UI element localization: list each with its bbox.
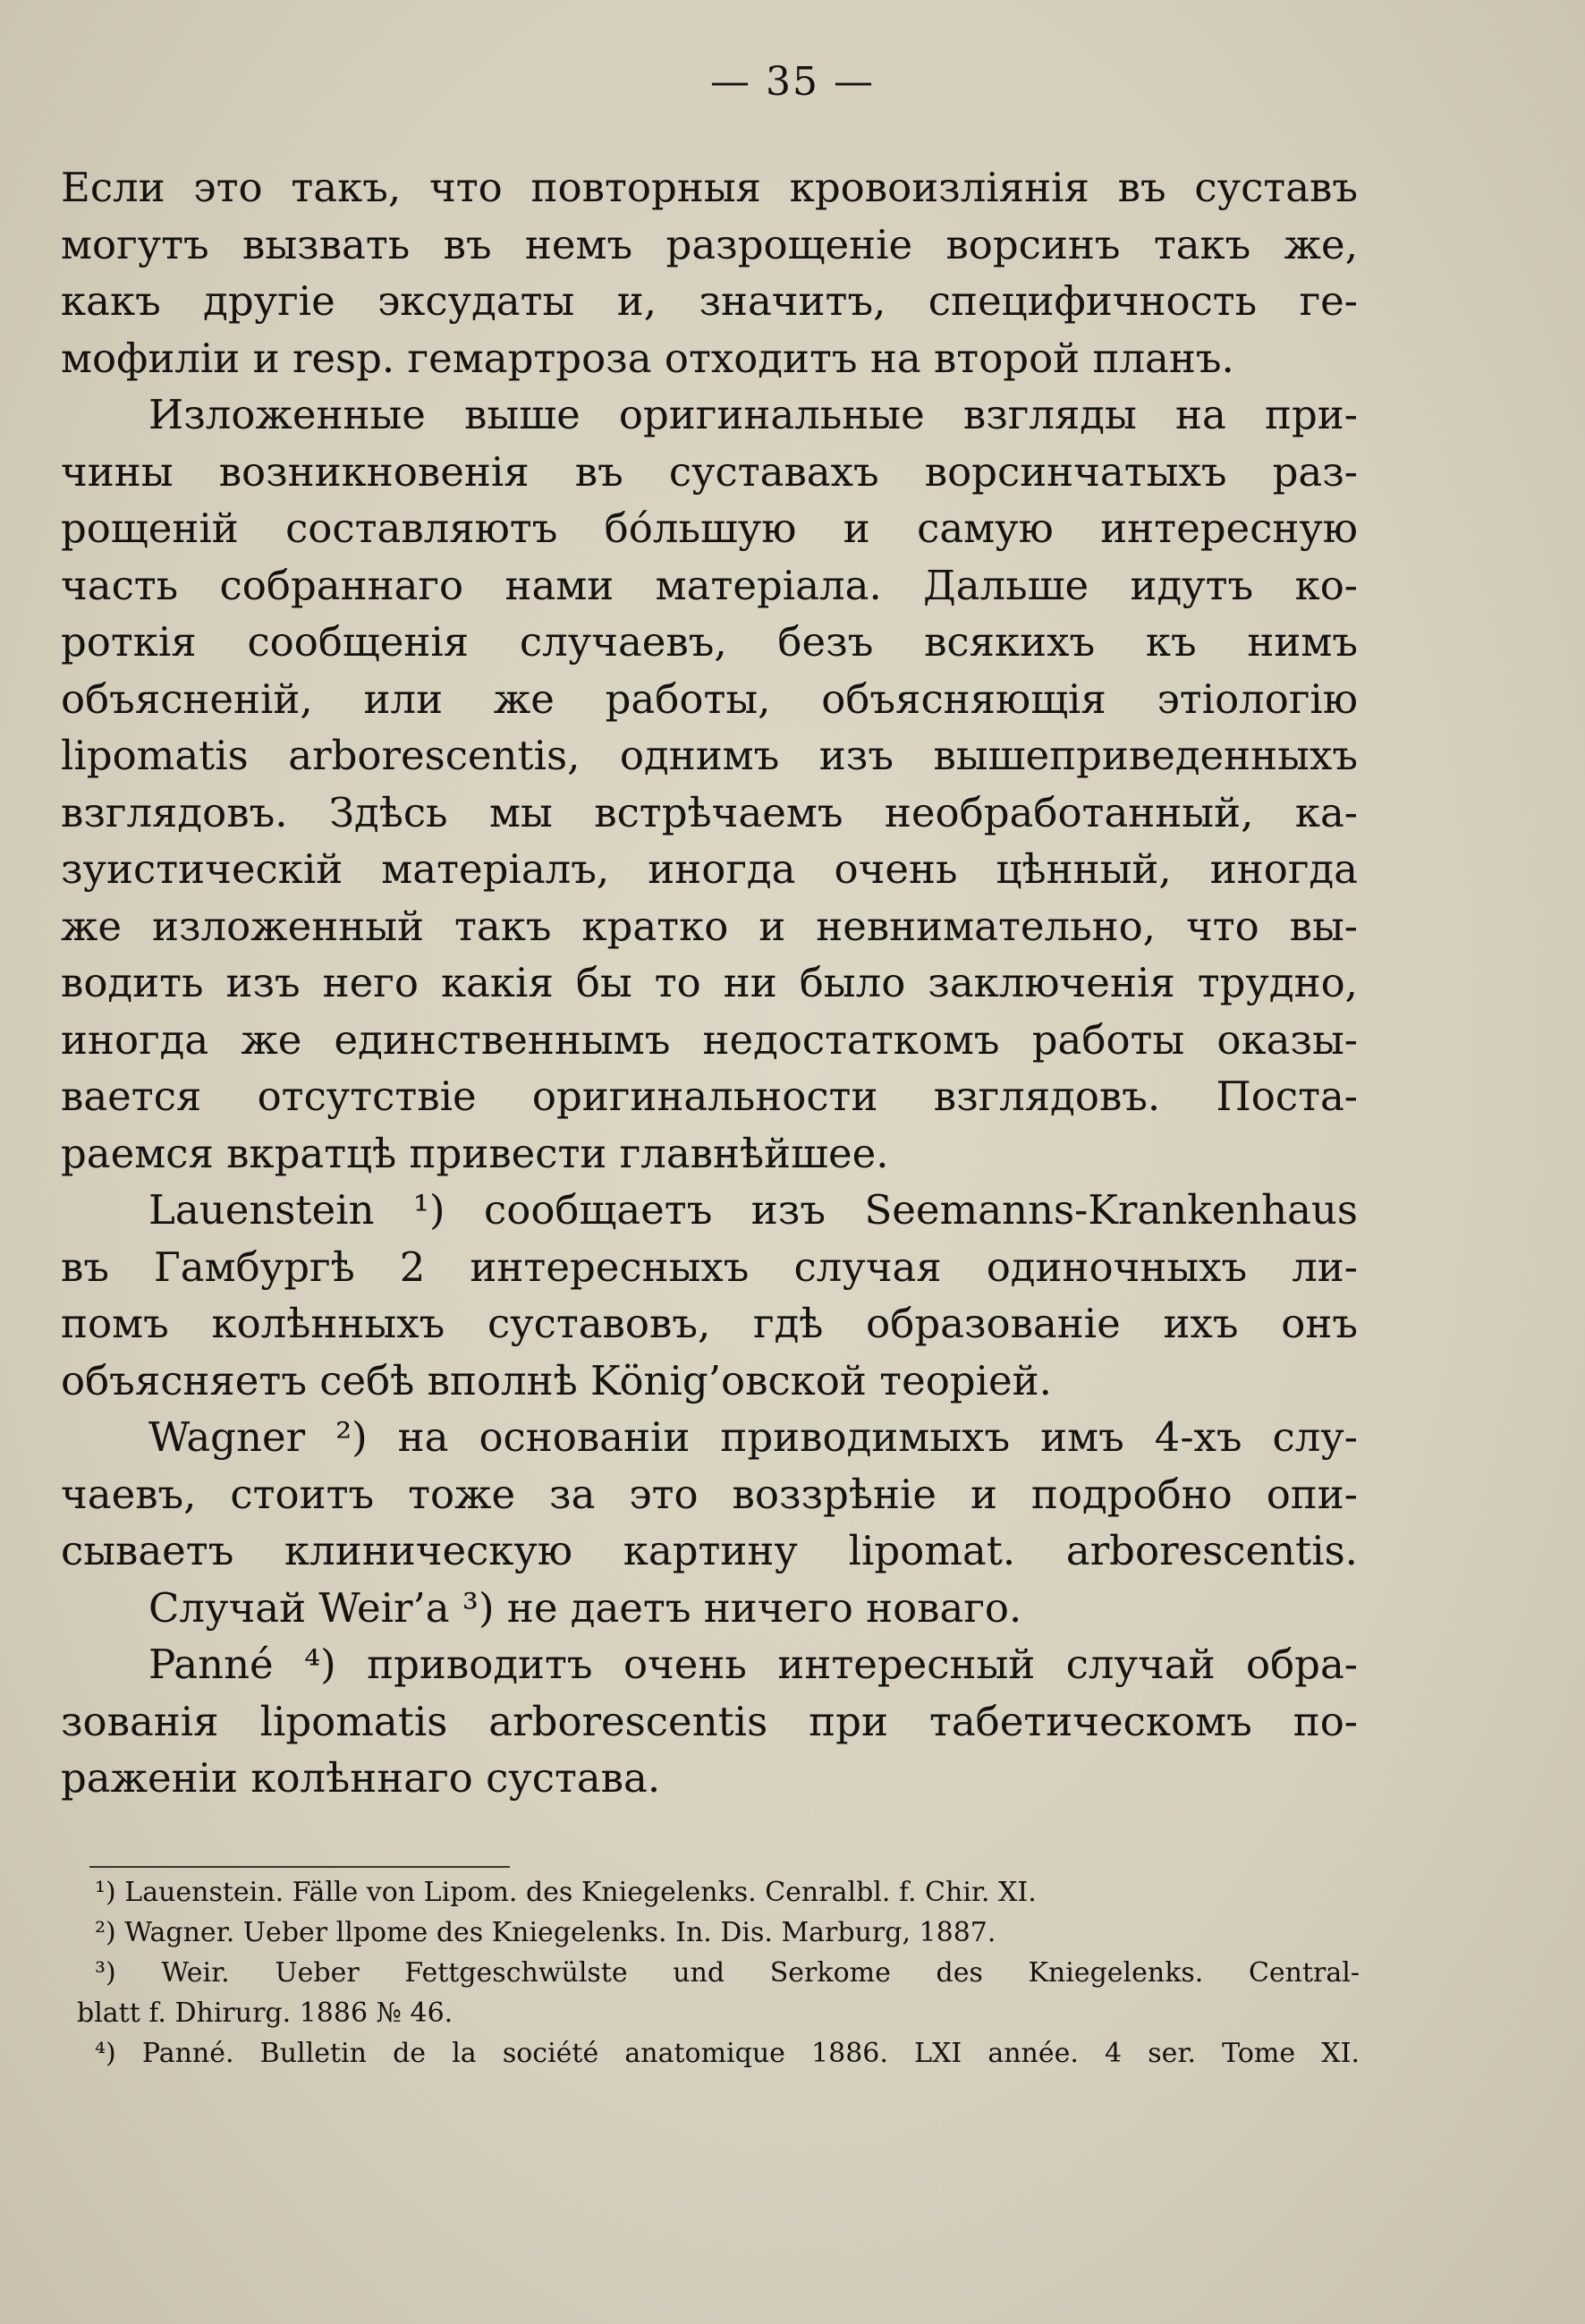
text-line: чаевъ, стоитъ тоже за это воззрѣніе и подробно опи- — [61, 1470, 1358, 1518]
text-line: lipomatis arborescentis, однимъ изъ вышеприведенныхъ — [61, 732, 1358, 779]
text-line: Panné ⁴) приводитъ очень интересный случай обра- — [148, 1641, 1358, 1688]
text-line: зуистическій матеріалъ, иногда очень цѣнный, иногда — [61, 845, 1358, 893]
text-line: рощеній составляютъ бо́льшую и самую интересную — [61, 505, 1358, 552]
footnotes — [77, 1872, 1360, 2074]
page-number: — 35 — — [710, 59, 875, 105]
footnote-line: ¹) Lauenstein. Fälle von Lipom. des Kniegelenks. Cenralbl. f. Chir. XI. — [95, 1877, 1037, 1908]
text-line: Случай Weir’a ³) не даетъ ничего новаго. — [148, 1583, 1022, 1632]
footnote-line: blatt f. Dhirurg. 1886 № 46. — [77, 1997, 453, 2029]
text-line: объясняетъ себѣ вполнѣ König’овской теоріей. — [61, 1356, 1052, 1404]
body-text — [61, 159, 1358, 1807]
text-line: Изложенные выше оригинальные взгляды на при- — [148, 391, 1358, 438]
text-line: Lauenstein ¹) сообщаетъ изъ Seemanns-Krankenhaus — [148, 1186, 1358, 1234]
footnote-rule — [89, 1866, 510, 1868]
footnote-line: ²) Wagner. Ueber llpome des Kniegelenks. In. Dis. Marburg, 1887. — [95, 1917, 996, 1948]
text-line: иногда же единственнымъ недостаткомъ работы оказы- — [61, 1015, 1358, 1064]
text-line: Если это такъ, что повторныя кровоизліянія въ суставъ — [61, 164, 1358, 211]
footnote-line: ⁴) Panné. Bulletin de la société anatomique 1886. LXI année. 4 ser. Tome XI. — [95, 2038, 1360, 2069]
text-line: могутъ вызвать въ немъ разрощеніе ворсинъ такъ же, — [61, 220, 1358, 268]
text-line: вается отсутствіе оригинальности взглядовъ. Поста- — [61, 1073, 1358, 1120]
footnote-line: ³) Weir. Ueber Fettgeschwülste und Serkome des Kniegelenks. Central- — [95, 1957, 1360, 1989]
text-line: въ Гамбургѣ 2 интересныхъ случая одиночныхъ ли- — [61, 1243, 1358, 1291]
text-line: взглядовъ. Здѣсь мы встрѣчаемъ необработанный, ка- — [61, 788, 1358, 836]
text-line: раженіи колѣннаго сустава. — [61, 1754, 661, 1802]
text-line: часть собраннаго нами матеріала. Дальше идутъ ко- — [61, 561, 1358, 609]
text-line: какъ другіе эксудаты и, значитъ, специфичность ге- — [61, 277, 1358, 325]
text-line: помъ колѣнныхъ суставовъ, гдѣ образованіе ихъ онъ — [61, 1300, 1358, 1347]
text-line: мофиліи и resp. гемартроза отходитъ на второй планъ. — [61, 334, 1234, 382]
text-line: водить изъ него какія бы то ни было заключенія трудно, — [61, 959, 1358, 1006]
text-line: раемся вкратцѣ привести главнѣйшее. — [61, 1129, 889, 1177]
text-line: чины возникновенія въ суставахъ ворсинчатыхъ раз- — [61, 447, 1358, 496]
text-line: сываетъ клиническую картину lipomat. arborescentis. — [61, 1527, 1358, 1574]
text-line: роткія сообщенія случаевъ, безъ всякихъ къ нимъ — [61, 618, 1358, 666]
text-line: же изложенный такъ кратко и невнимательно, что вы- — [61, 902, 1358, 950]
text-line: зованія lipomatis arborescentis при табетическомъ по- — [61, 1697, 1358, 1745]
text-line: объясненій, или же работы, объясняющія этіологію — [61, 674, 1358, 723]
text-line: Wagner ²) на основаніи приводимыхъ имъ 4-хъ слу- — [148, 1413, 1358, 1461]
